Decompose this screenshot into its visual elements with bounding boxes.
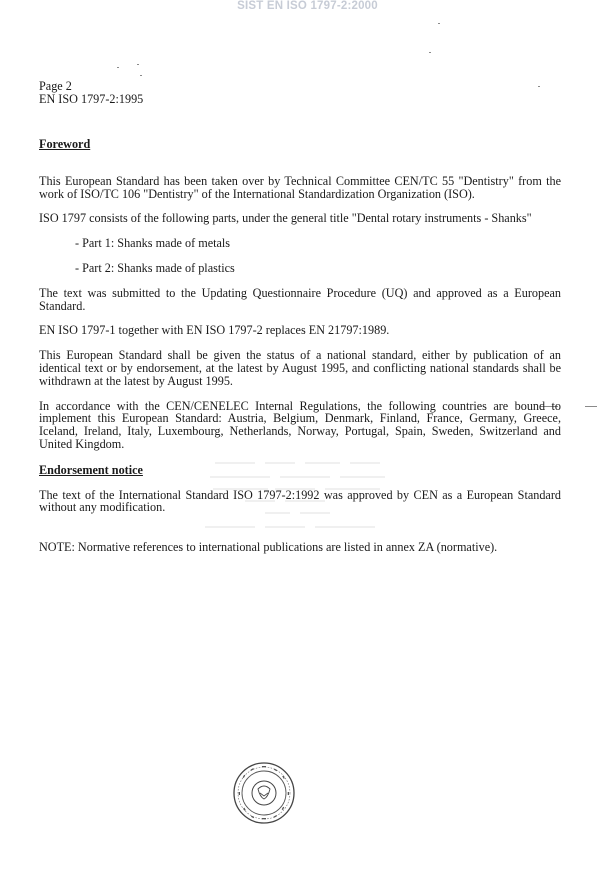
foreword-paragraph-1: This European Standard has been taken over by Technical Committee CEN/TC 55 "Dentistry" from the work of ISO/TC 106 "Dentistry" of the International Standardization Organization (ISO). xyxy=(39,173,561,201)
part-1-item: - Part 1: Shanks made of metals xyxy=(75,236,231,251)
part-2-item: - Part 2: Shanks made of plastics xyxy=(75,260,235,275)
normative-note: NOTE: Normative references to international publications are listed in annex ZA (normative). xyxy=(39,540,498,555)
scan-speck xyxy=(117,67,119,68)
official-seal-stamp xyxy=(232,761,296,825)
foreword-paragraph-6: In accordance with the CEN/CENELEC Internal Regulations, the following countries are bound to implement this European Standard: Austria, Belgium, Denmark, Finland, France, Germany, Greece, Iceland, Ireland, Italy, Luxembourg, Netherlands, Norway, Portugal, Spain, Sweden, Switzerland and United Kingdom. xyxy=(39,398,561,451)
scan-speck xyxy=(429,52,431,53)
scan-speck xyxy=(140,75,142,76)
endorsement-paragraph: The text of the International Standard ISO 1797-2:1992 was approved by CEN as a European Standard without any modification. xyxy=(39,487,561,515)
scan-speck xyxy=(438,23,440,24)
foreword-paragraph-2: ISO 1797 consists of the following parts, under the general title "Dental rotary instruments - Shanks" xyxy=(39,211,532,226)
foreword-paragraph-4: EN ISO 1797-1 together with EN ISO 1797-2 replaces EN 21797:1989. xyxy=(39,323,390,338)
endorsement-heading: Endorsement notice xyxy=(39,462,143,477)
page-number: Page 2 xyxy=(39,79,72,93)
document-watermark: SIST EN ISO 1797-2:2000 xyxy=(237,0,378,12)
foreword-paragraph-3: The text was submitted to the Updating Questionnaire Procedure (UQ) and approved as a European Standard. xyxy=(39,285,561,313)
scan-speck xyxy=(585,406,597,407)
foreword-heading: Foreword xyxy=(39,137,91,151)
foreword-paragraph-5: This European Standard shall be given the status of a national standard, either by publication of an identical text or by endorsement, at the latest by August 1995, and conflicting national standards shall be withdrawn at the latest by August 1995. xyxy=(39,348,561,388)
page-header xyxy=(39,80,561,106)
scan-speck xyxy=(137,64,139,65)
document-page xyxy=(39,80,561,554)
document-id: EN ISO 1797-2:1995 xyxy=(39,92,144,106)
